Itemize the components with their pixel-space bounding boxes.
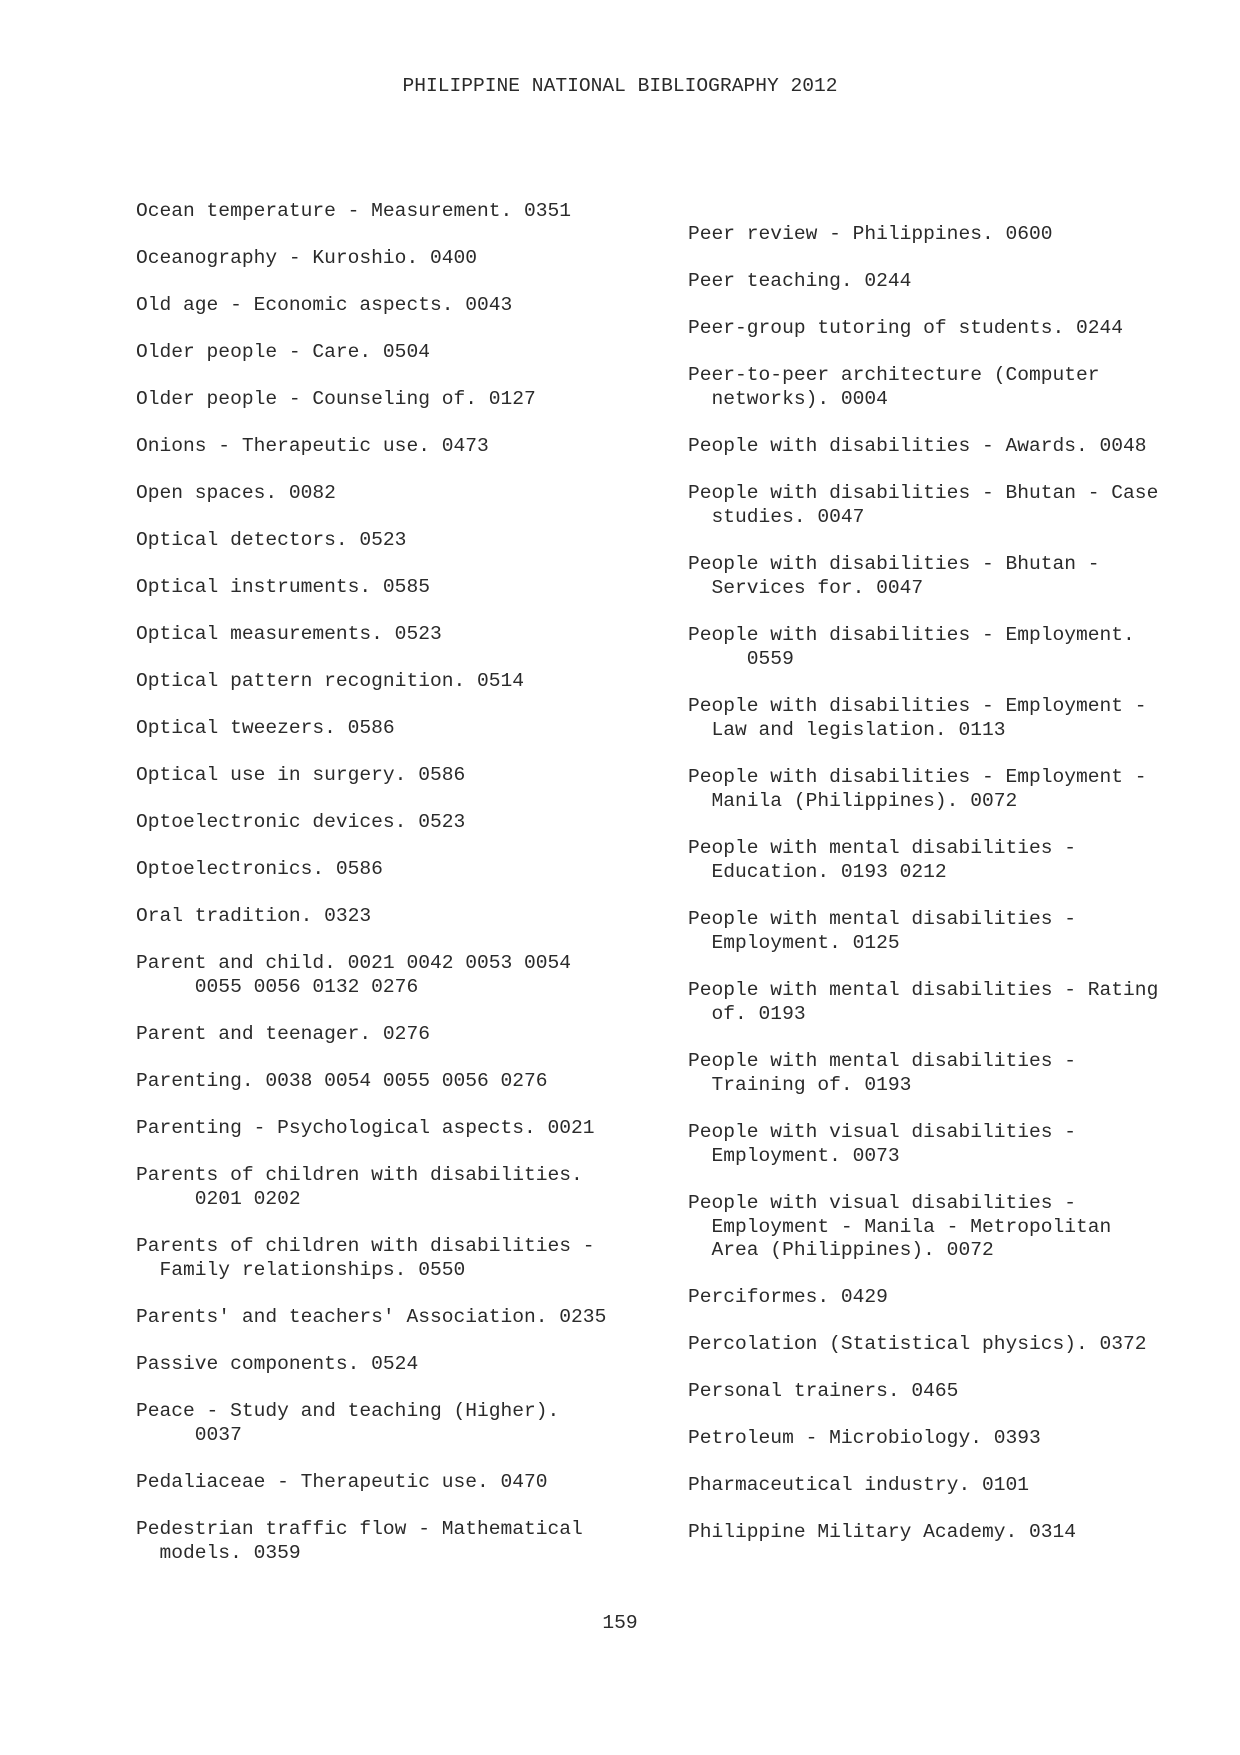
index-entry-heading: Philippine Military Academy. 0314	[688, 1521, 1077, 1543]
index-entry	[688, 1427, 1041, 1451]
index-entry-heading: Passive components. 0524	[136, 1353, 419, 1375]
index-entry-heading: Peer-group tutoring of students. 0244	[688, 317, 1124, 339]
index-entry-continuation: Area (Philippines). 0072	[688, 1239, 994, 1261]
index-entry-heading: Onions - Therapeutic use. 0473	[136, 435, 489, 457]
index-entry	[136, 811, 465, 835]
index-entry-heading: Optical tweezers. 0586	[136, 717, 395, 739]
index-entry-heading: Open spaces. 0082	[136, 482, 336, 504]
index-entry	[136, 1235, 595, 1282]
index-entry-continuation: Education. 0193 0212	[688, 860, 947, 883]
page-number: 159	[602, 1612, 638, 1634]
index-entry-heading: People with disabilities - Bhutan -	[688, 553, 1100, 575]
index-entry-continuation: networks). 0004	[688, 387, 888, 410]
index-entry-continuation: Training of. 0193	[688, 1073, 912, 1096]
index-entry-heading: People with mental disabilities -	[688, 1050, 1077, 1072]
index-entry-heading: Optoelectronics. 0586	[136, 858, 383, 880]
index-entry-heading: Pedaliaceae - Therapeutic use. 0470	[136, 1471, 548, 1493]
index-entry-heading: Parents' and teachers' Association. 0235	[136, 1306, 607, 1328]
index-entry-heading: Parenting. 0038 0054 0055 0056 0276	[136, 1070, 548, 1092]
index-entry-continuation: Services for. 0047	[688, 576, 924, 599]
index-entry	[688, 837, 1076, 884]
index-entry	[688, 1192, 1111, 1263]
index-entry	[136, 717, 395, 741]
index-entry-continuation: Manila (Philippines). 0072	[688, 789, 1018, 812]
index-entry	[688, 364, 1100, 411]
index-entry-heading: Petroleum - Microbiology. 0393	[688, 1427, 1041, 1449]
index-entry	[688, 1286, 888, 1310]
index-entry-heading: Pedestrian traffic flow - Mathematical	[136, 1518, 583, 1540]
index-entry	[688, 979, 1158, 1026]
index-entry-heading: People with mental disabilities - Rating	[688, 979, 1159, 1001]
index-entry	[136, 858, 383, 882]
index-entry	[136, 435, 489, 459]
index-entry	[688, 317, 1123, 341]
index-entry-heading: Parenting - Psychological aspects. 0021	[136, 1117, 595, 1139]
index-entry-heading: Ocean temperature - Measurement. 0351	[136, 200, 572, 222]
index-entry	[136, 247, 477, 271]
index-entry	[688, 695, 1147, 742]
index-entry	[136, 1400, 559, 1447]
index-entry	[136, 388, 536, 412]
index-entry-heading: People with disabilities - Bhutan - Case	[688, 482, 1159, 504]
index-entry-heading: Parents of children with disabilities -	[136, 1235, 595, 1257]
index-entry-heading: Peer teaching. 0244	[688, 270, 912, 292]
index-entry-continuation: Law and legislation. 0113	[688, 718, 1006, 741]
page-header: PHILIPPINE NATIONAL BIBLIOGRAPHY 2012	[402, 75, 838, 97]
index-entry-continuation: 0055 0056 0132 0276	[136, 975, 419, 998]
index-entry	[136, 1306, 606, 1330]
index-entry-continuation: studies. 0047	[688, 505, 865, 528]
index-entry	[136, 1070, 548, 1094]
index-entry	[136, 1117, 595, 1141]
index-entry	[688, 908, 1076, 955]
index-entry	[136, 1164, 583, 1211]
index-entry-heading: Oceanography - Kuroshio. 0400	[136, 247, 477, 269]
index-entry-heading: People with disabilities - Employment.	[688, 624, 1135, 646]
index-entry-heading: Older people - Counseling of. 0127	[136, 388, 536, 410]
index-entry	[136, 294, 512, 318]
index-entry	[688, 1380, 958, 1404]
index-entry	[688, 270, 911, 294]
index-entry-heading: Peace - Study and teaching (Higher).	[136, 1400, 560, 1422]
index-entry-heading: Optical detectors. 0523	[136, 529, 407, 551]
index-entry	[136, 952, 571, 999]
index-entry	[136, 1471, 548, 1495]
index-entry	[136, 623, 442, 647]
index-entry-heading: People with mental disabilities -	[688, 908, 1077, 930]
index-entry-heading: People with disabilities - Awards. 0048	[688, 435, 1147, 457]
index-entry	[688, 553, 1100, 600]
index-entry	[688, 1121, 1076, 1168]
index-entry	[136, 482, 336, 506]
index-entry-heading: Parents of children with disabilities.	[136, 1164, 583, 1186]
index-entry-heading: Peer review - Philippines. 0600	[688, 223, 1053, 245]
index-entry-heading: People with mental disabilities -	[688, 837, 1077, 859]
index-entry-continuation: of. 0193	[688, 1002, 806, 1025]
index-entry-heading: Parent and teenager. 0276	[136, 1023, 430, 1045]
index-entry-heading: Optical measurements. 0523	[136, 623, 442, 645]
index-entry-heading: Percolation (Statistical physics). 0372	[688, 1333, 1147, 1355]
index-entry-heading: Pharmaceutical industry. 0101	[688, 1474, 1029, 1496]
index-entry-heading: Peer-to-peer architecture (Computer	[688, 364, 1100, 386]
index-entry-heading: Optoelectronic devices. 0523	[136, 811, 466, 833]
index-entry-heading: Optical instruments. 0585	[136, 576, 430, 598]
index-entry	[136, 576, 430, 600]
index-entry	[688, 1333, 1147, 1357]
index-entry	[136, 1518, 583, 1565]
index-entry-continuation: Employment - Manila - Metropolitan	[688, 1215, 1112, 1238]
index-entry	[688, 1050, 1076, 1097]
index-entry-continuation: models. 0359	[136, 1541, 301, 1564]
index-entry-heading: Optical pattern recognition. 0514	[136, 670, 525, 692]
index-entry	[688, 482, 1158, 529]
index-entry-heading: Parent and child. 0021 0042 0053 0054	[136, 952, 572, 974]
index-entry	[136, 200, 571, 224]
index-entry	[136, 670, 524, 694]
index-entry-heading: People with visual disabilities -	[688, 1192, 1077, 1214]
index-entry	[688, 435, 1147, 459]
index-entry	[688, 624, 1135, 671]
index-entry-heading: Perciformes. 0429	[688, 1286, 888, 1308]
index-entry	[688, 766, 1147, 813]
index-entry-continuation: 0037	[136, 1423, 242, 1446]
index-entry-heading: Personal trainers. 0465	[688, 1380, 959, 1402]
index-entry-heading: Optical use in surgery. 0586	[136, 764, 466, 786]
index-entry	[136, 529, 406, 553]
index-entry-continuation: 0559	[688, 647, 794, 670]
index-entry	[136, 1023, 430, 1047]
index-entry	[136, 341, 430, 365]
index-entry-continuation: Family relationships. 0550	[136, 1258, 466, 1281]
index-entry-heading: Oral tradition. 0323	[136, 905, 372, 927]
index-entry	[136, 1353, 418, 1377]
index-entry-continuation: 0201 0202	[136, 1187, 301, 1210]
index-entry	[136, 764, 465, 788]
index-entry-continuation: Employment. 0125	[688, 931, 900, 954]
index-entry	[136, 905, 371, 929]
index-entry-heading: People with disabilities - Employment -	[688, 766, 1147, 788]
index-entry	[688, 223, 1053, 247]
index-entry	[688, 1474, 1029, 1498]
index-entry-continuation: Employment. 0073	[688, 1144, 900, 1167]
index-entry	[688, 1521, 1076, 1545]
index-entry-heading: Older people - Care. 0504	[136, 341, 430, 363]
index-entry-heading: People with disabilities - Employment -	[688, 695, 1147, 717]
index-entry-heading: People with visual disabilities -	[688, 1121, 1077, 1143]
index-entry-heading: Old age - Economic aspects. 0043	[136, 294, 513, 316]
